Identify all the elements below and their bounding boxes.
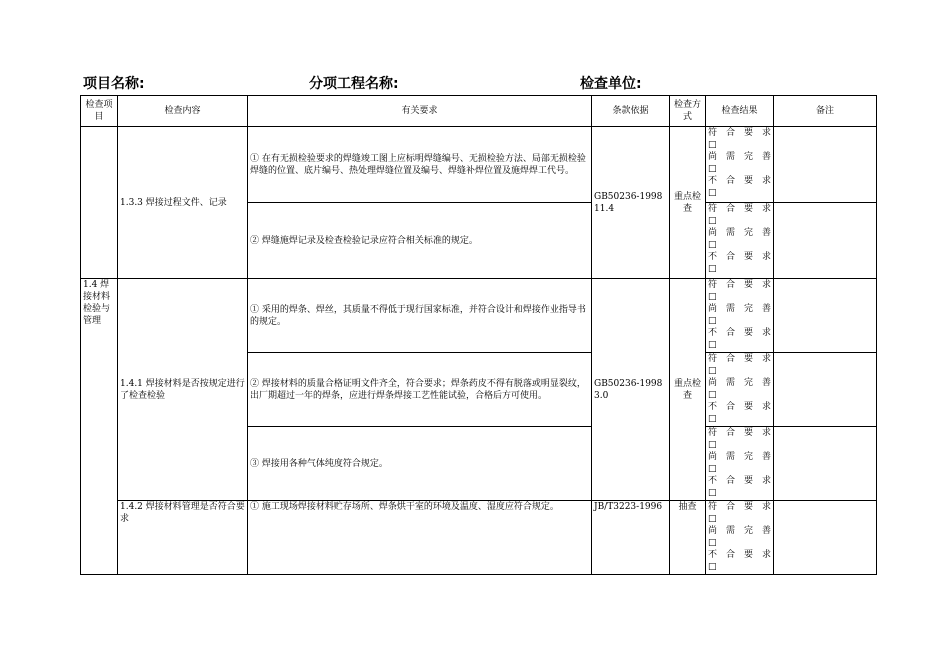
requirement-cell: ① 在有无损检验要求的焊缝竣工图上应标明焊缝编号、无损检验方法、局部无损检验焊缝的位置、底片编号、热处理焊缝位置及编号、焊缝补焊位置及施焊焊工代号。 bbox=[248, 127, 592, 203]
result-improve-label: 尚需完善 bbox=[708, 378, 771, 388]
clause-cell: JB/T3223-1996 bbox=[592, 501, 670, 575]
result-improve-label: 尚需完善 bbox=[708, 452, 771, 462]
result-cell[interactable] bbox=[706, 501, 774, 575]
result-ok-label: 符合要求 bbox=[708, 204, 771, 214]
result-improve-checkbox[interactable]: □ bbox=[708, 316, 717, 326]
result-ok-checkbox[interactable]: □ bbox=[708, 514, 717, 524]
result-fail-checkbox[interactable]: □ bbox=[708, 188, 717, 198]
method-cell: 重点检查 bbox=[670, 127, 706, 279]
requirement-cell: ② 焊缝施焊记录及检查检验记录应符合相关标准的规定。 bbox=[248, 203, 592, 279]
result-fail-checkbox[interactable]: □ bbox=[708, 414, 717, 424]
item-cell-1-4: 1.4 焊接材料检验与管理 bbox=[81, 279, 118, 575]
result-fail-checkbox[interactable]: □ bbox=[708, 562, 717, 572]
result-fail-label: 不合要求 bbox=[708, 176, 771, 186]
result-improve-label: 尚需完善 bbox=[708, 152, 771, 162]
result-improve-checkbox[interactable]: □ bbox=[708, 240, 717, 250]
requirement-cell: ① 采用的焊条、焊丝，其质量不得低于现行国家标准，并符合设计和焊接作业指导书的规定。 bbox=[248, 279, 592, 353]
result-ok-label: 符合要求 bbox=[708, 280, 771, 290]
table-header-row bbox=[81, 96, 877, 127]
table-row bbox=[81, 501, 877, 575]
remark-cell[interactable] bbox=[774, 127, 877, 203]
result-ok-checkbox[interactable]: □ bbox=[708, 140, 717, 150]
result-fail-checkbox[interactable]: □ bbox=[708, 488, 717, 498]
remark-cell[interactable] bbox=[774, 203, 877, 279]
remark-cell[interactable] bbox=[774, 427, 877, 501]
result-fail-label: 不合要求 bbox=[708, 328, 771, 338]
result-fail-label: 不合要求 bbox=[708, 402, 771, 412]
result-ok-checkbox[interactable]: □ bbox=[708, 216, 717, 226]
col-header-clause: 条款依据 bbox=[592, 96, 670, 127]
inspection-table bbox=[80, 95, 877, 575]
result-cell[interactable] bbox=[706, 427, 774, 501]
table-row bbox=[81, 279, 877, 353]
result-ok-label: 符合要求 bbox=[708, 128, 771, 138]
sub-project-name-label: 分项工程名称: bbox=[309, 76, 399, 92]
remark-cell[interactable] bbox=[774, 501, 877, 575]
col-header-requirement: 有关要求 bbox=[248, 96, 592, 127]
requirement-cell: ① 施工现场焊接材料贮存场所、焊条烘干室的环境及温度、湿度应符合规定。 bbox=[248, 501, 592, 575]
result-ok-checkbox[interactable]: □ bbox=[708, 366, 717, 376]
remark-cell[interactable] bbox=[774, 279, 877, 353]
method-cell: 重点检查 bbox=[670, 279, 706, 501]
clause-cell: GB50236-1998 3.0 bbox=[592, 279, 670, 501]
result-cell[interactable] bbox=[706, 279, 774, 353]
result-improve-label: 尚需完善 bbox=[708, 526, 771, 536]
col-header-item: 检查项目 bbox=[81, 96, 118, 127]
result-improve-checkbox[interactable]: □ bbox=[708, 464, 717, 474]
method-cell: 抽查 bbox=[670, 501, 706, 575]
result-fail-label: 不合要求 bbox=[708, 252, 771, 262]
project-name-label: 项目名称: bbox=[83, 76, 145, 92]
item-cell-empty bbox=[81, 127, 118, 279]
result-fail-checkbox[interactable]: □ bbox=[708, 340, 717, 350]
remark-cell[interactable] bbox=[774, 353, 877, 427]
inspection-unit-label: 检查单位: bbox=[580, 76, 642, 92]
result-improve-checkbox[interactable]: □ bbox=[708, 390, 717, 400]
col-header-remark: 备注 bbox=[774, 96, 877, 127]
content-cell-1-4-2: 1.4.2 焊接材料管理是否符合要求 bbox=[118, 501, 248, 575]
result-ok-label: 符合要求 bbox=[708, 354, 771, 364]
result-cell[interactable] bbox=[706, 127, 774, 203]
result-cell[interactable] bbox=[706, 203, 774, 279]
col-header-content: 检查内容 bbox=[118, 96, 248, 127]
clause-cell: GB50236-1998 11.4 bbox=[592, 127, 670, 279]
result-improve-checkbox[interactable]: □ bbox=[708, 538, 717, 548]
result-fail-label: 不合要求 bbox=[708, 476, 771, 486]
result-improve-label: 尚需完善 bbox=[708, 228, 771, 238]
result-fail-checkbox[interactable]: □ bbox=[708, 264, 717, 274]
requirement-cell: ③ 焊接用各种气体纯度符合规定。 bbox=[248, 427, 592, 501]
result-improve-checkbox[interactable]: □ bbox=[708, 164, 717, 174]
result-ok-checkbox[interactable]: □ bbox=[708, 292, 717, 302]
content-cell-1-3-3: 1.3.3 焊接过程文件、记录 bbox=[118, 127, 248, 279]
result-ok-checkbox[interactable]: □ bbox=[708, 440, 717, 450]
col-header-result: 检查结果 bbox=[706, 96, 774, 127]
content-cell-1-4-1: 1.4.1 焊接材料是否按规定进行了检查检验 bbox=[118, 279, 248, 501]
requirement-cell: ② 焊接材料的质量合格证明文件齐全，符合要求；焊条药皮不得有脱落或明显裂纹，出厂期超过一年的焊条，应进行焊条焊接工艺性能试验，合格后方可使用。 bbox=[248, 353, 592, 427]
result-ok-label: 符合要求 bbox=[708, 428, 771, 438]
result-cell[interactable] bbox=[706, 353, 774, 427]
result-improve-label: 尚需完善 bbox=[708, 304, 771, 314]
result-fail-label: 不合要求 bbox=[708, 550, 771, 560]
col-header-method: 检查方式 bbox=[670, 96, 706, 127]
table-row bbox=[81, 127, 877, 203]
result-ok-label: 符合要求 bbox=[708, 502, 771, 512]
